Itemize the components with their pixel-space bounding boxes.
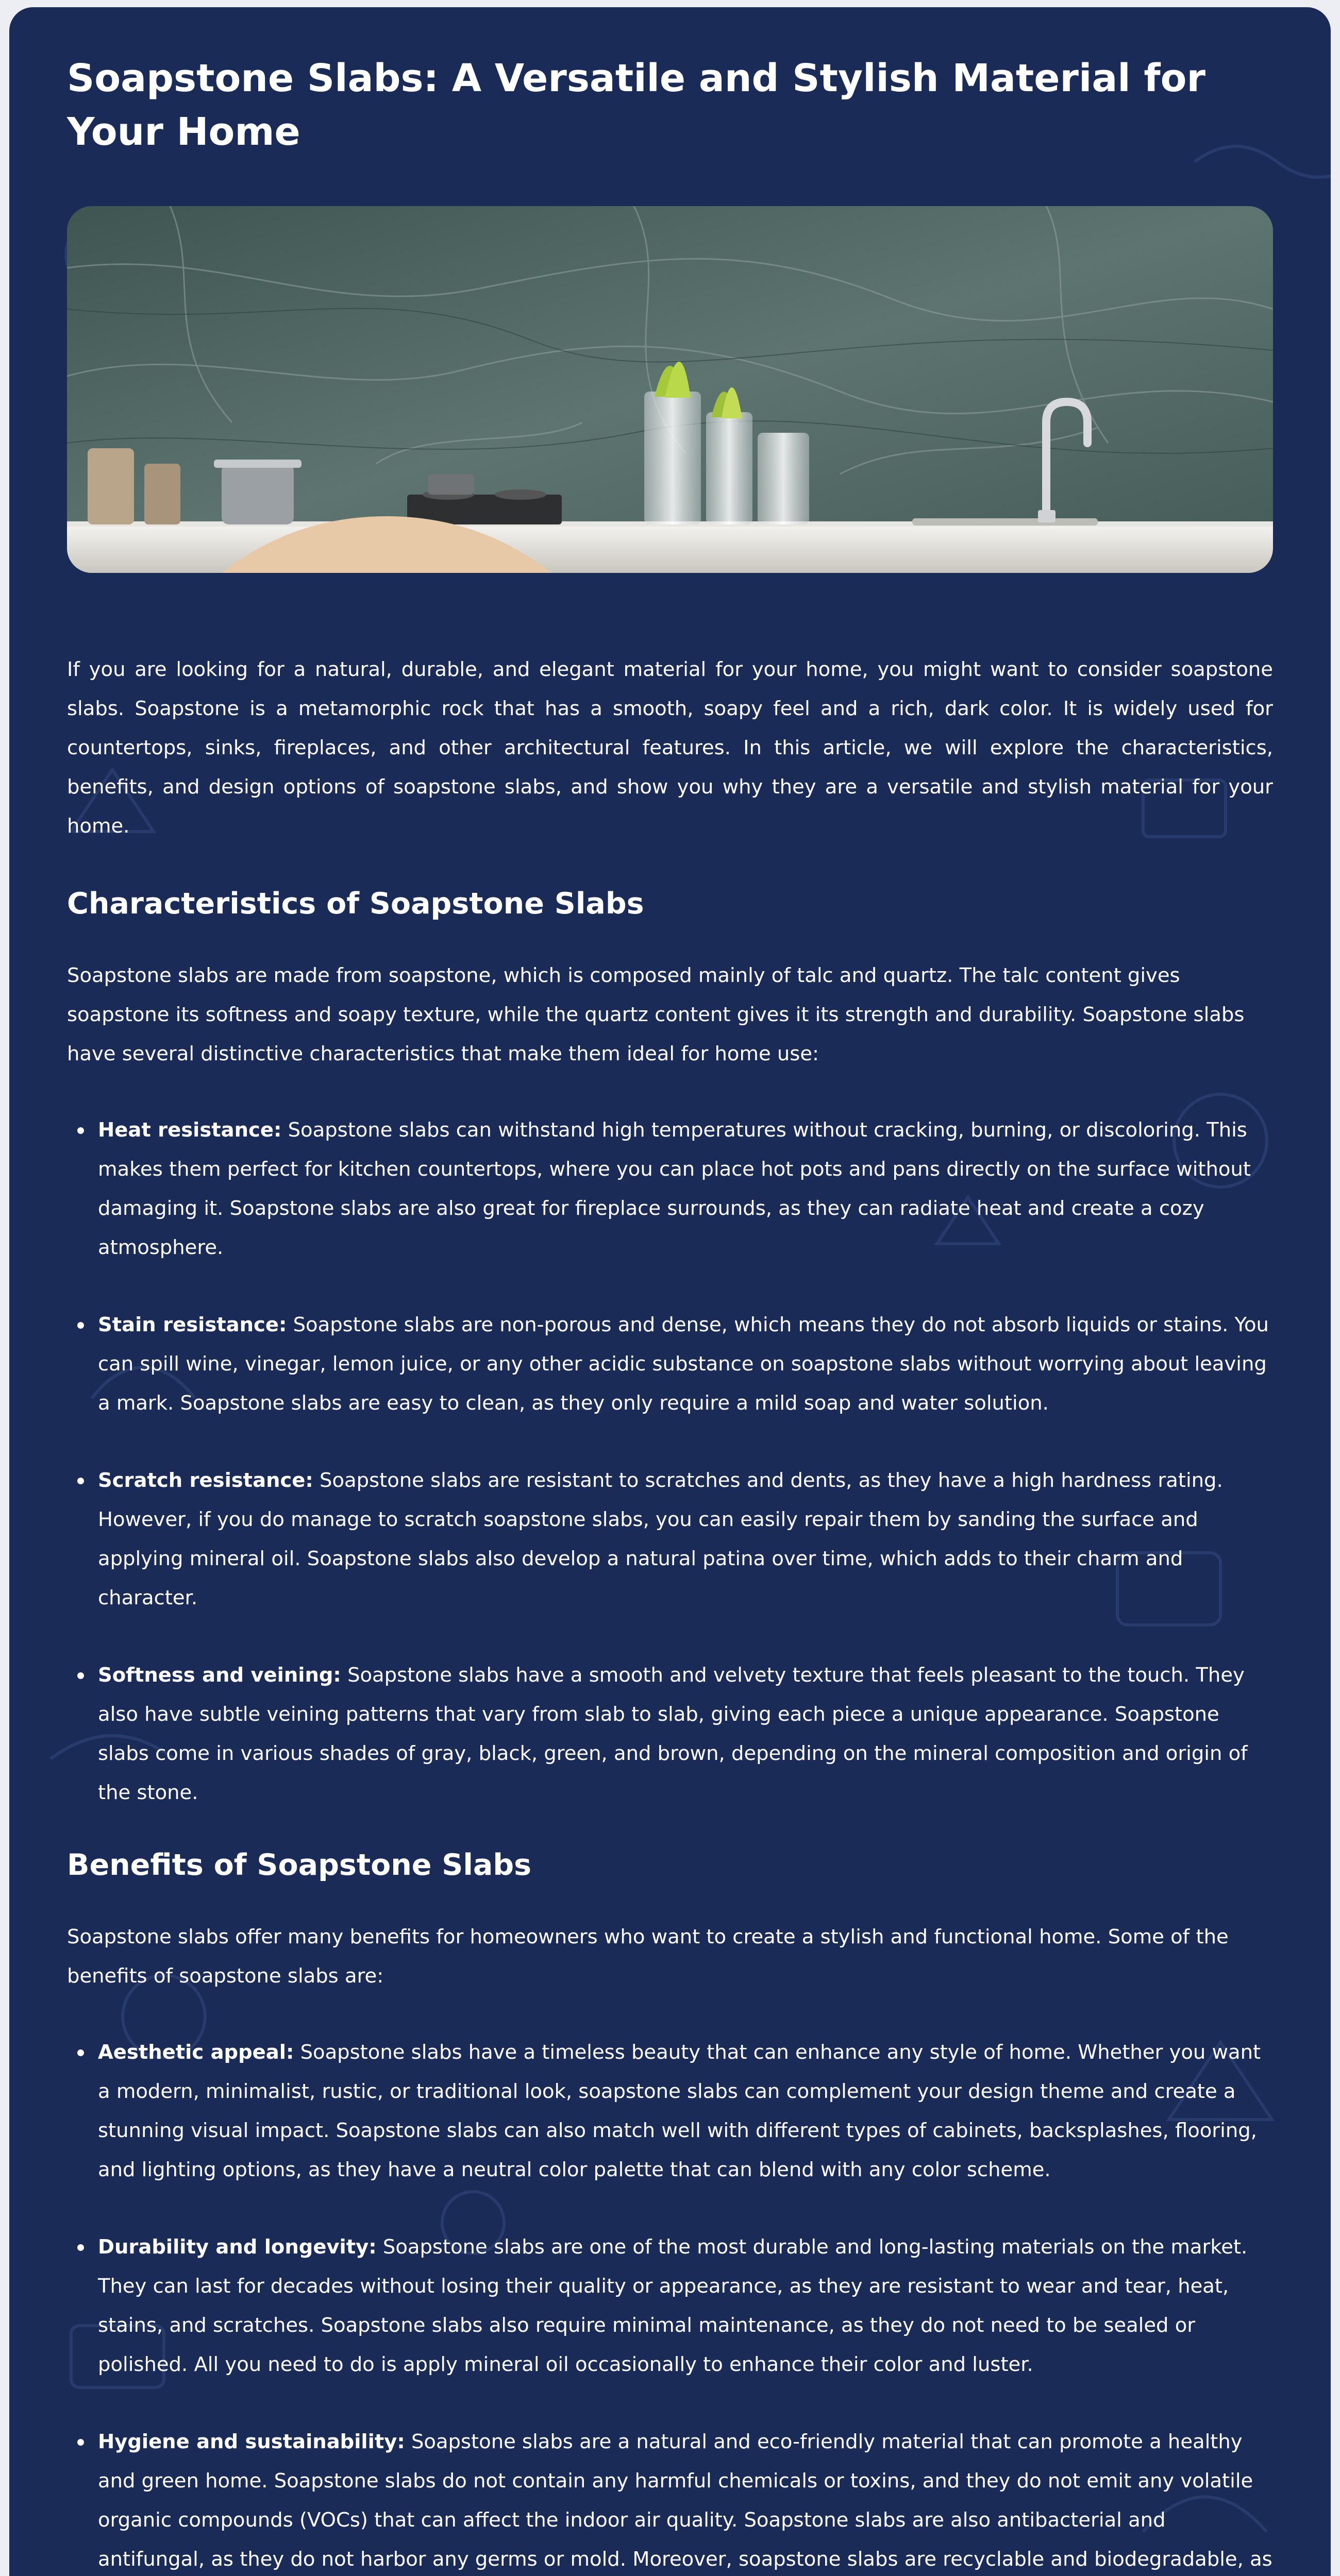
list-item: Durability and longevity: Soapstone slabs are one of the most durable and long-lasting materials on the market. They can last for decades without losing their quality or appearance, as they are resistant to wear and tear, heat, stains, and scratches. Soapstone slabs also require minimal maintenance, as they do not need to be sealed or polished. All you need to do is apply mineral oil occasionally to enhance their color and luster. (67, 2228, 1273, 2384)
list-item: Heat resistance: Soapstone slabs can withstand high temperatures without cracking, burning, or discoloring. This makes them perfect for kitchen countertops, where you can place hot pots and pans directly on the surface without damaging it. Soapstone slabs are also great for fireplace surrounds, as they can radiate heat and create a cozy atmosphere. (67, 1111, 1273, 1267)
list-item: Softness and veining: Soapstone slabs have a smooth and velvety texture that feels pleasant to the touch. They also have subtle veining patterns that vary from slab to slab, giving each piece a unique appearance. Soapstone slabs come in various shades of gray, black, green, and brown, depending on the mineral composition and origin of the stone. (67, 1656, 1273, 1812)
benefits-intro: Soapstone slabs offer many benefits for homeowners who want to create a stylish and functional home. Some of the benefits of soapstone slabs are: (67, 1925, 1229, 1988)
hero-kitchen-image (67, 206, 1273, 573)
heading-benefits: Benefits of Soapstone Slabs (67, 1848, 532, 1882)
characteristics-intro: Soapstone slabs are made from soapstone, which is composed mainly of talc and quartz. The talc content gives soapstone its softness and soapy texture, while the quartz content gives it its strength and durability. Soapstone slabs have several distinctive characteristics that make them ideal for home use: (67, 964, 1245, 1065)
intro-paragraph: If you are looking for a natural, durable, and elegant material for your home, you might want to consider soapstone slabs. Soapstone is a metamorphic rock that has a smooth, soapy feel and a rich, dark color. It is widely used for countertops, sinks, fireplaces, and other architectural features. In this article, we will explore the characteristics, benefits, and design options of soapstone slabs, and show you why they are a versatile and stylish material for your home. (67, 658, 1273, 838)
list-item: Hygiene and sustainability: Soapstone slabs are a natural and eco-friendly material that can promote a healthy and green home. Soapstone slabs do not contain any harmful chemicals or toxins, and they do not emit any volatile organic compounds (VOCs) that can affect the indoor air quality. Soapstone slabs are also antibacterial and antifungal, as they do not harbor any germs or mold. Moreover, soapstone slabs are recyclable and biodegradable, as (67, 2422, 1273, 2576)
heading-characteristics: Characteristics of Soapstone Slabs (67, 887, 644, 921)
characteristics-list (67, 1111, 1273, 1812)
list-item: Scratch resistance: Soapstone slabs are resistant to scratches and dents, as they have a high hardness rating. However, if you do manage to scratch soapstone slabs, you can easily repair them by sanding the surface and applying mineral oil. Soapstone slabs also develop a natural patina over time, which adds to their charm and character. (67, 1461, 1273, 1618)
article-card (9, 7, 1331, 2576)
kitchen-photo-icon (67, 206, 1273, 573)
article-content (67, 52, 1273, 2576)
list-item: Aesthetic appeal: Soapstone slabs have a timeless beauty that can enhance any style of home. Whether you want a modern, minimalist, rustic, or traditional look, soapstone slabs can complement your design theme and create a stunning visual impact. Soapstone slabs can also match well with different types of cabinets, backsplashes, flooring, and lighting options, as they have a neutral color palette that can blend with any color scheme. (67, 2033, 1273, 2190)
article-title: Soapstone Slabs: A Versatile and Stylish Material for Your Home (67, 56, 1205, 154)
list-item: Stain resistance: Soapstone slabs are non-porous and dense, which means they do not absorb liquids or stains. You can spill wine, vinegar, lemon juice, or any other acidic substance on soapstone slabs without worrying about leaving a mark. Soapstone slabs are easy to clean, as they only require a mild soap and water solution. (67, 1306, 1273, 1423)
benefits-list (67, 2033, 1273, 2576)
